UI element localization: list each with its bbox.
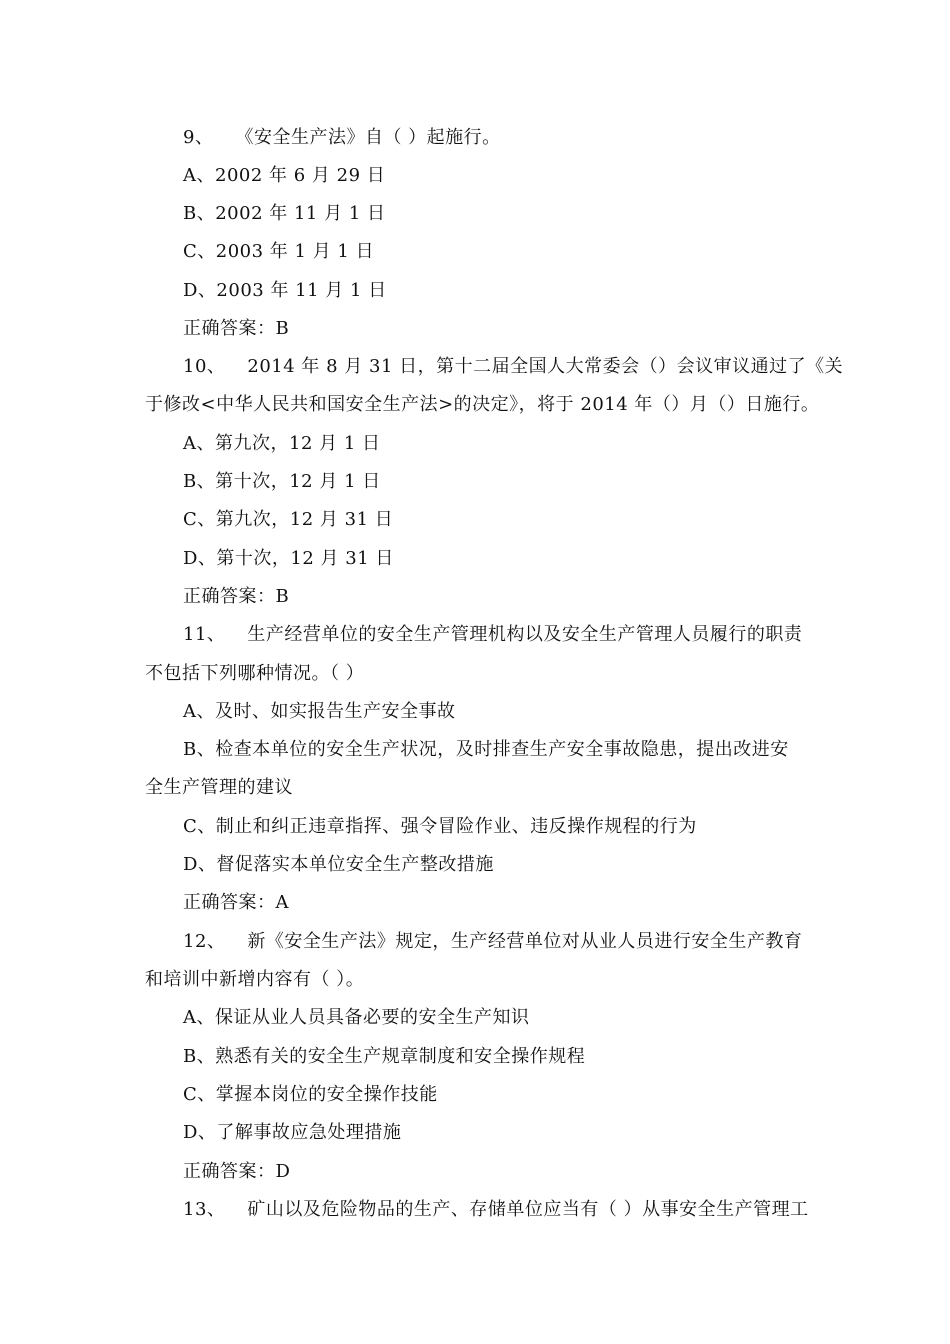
option-a: A、及时、如实报告生产安全事故 [183, 701, 456, 722]
question-text-continued: 和培训中新增内容有（ ）。 [145, 969, 365, 990]
question-number: 10、 [183, 356, 226, 377]
option-a: A、2002 年 6 月 29 日 [183, 165, 386, 186]
question-text: 新《安全生产法》规定，生产经营单位对从业人员进行安全生产教育 [247, 931, 803, 952]
question-text: 《安全生产法》自（ ）起施行。 [235, 127, 501, 148]
question-text: 矿山以及危险物品的生产、存储单位应当有（ ）从事安全生产管理工 [247, 1199, 809, 1220]
option-c: C、掌握本岗位的安全操作技能 [183, 1084, 438, 1105]
question-text-continued: 不包括下列哪种情况。（ ） [145, 663, 365, 684]
question-number: 12、 [183, 931, 226, 952]
option-b: B、2002 年 11 月 1 日 [183, 203, 386, 224]
option-c: C、第九次，12 月 31 日 [183, 509, 394, 530]
option-d: D、第十次，12 月 31 日 [183, 548, 394, 569]
question-12-stem [183, 930, 802, 954]
option-b-continued: 全生产管理的建议 [145, 777, 293, 798]
option-d: D、了解事故应急处理措施 [183, 1122, 402, 1143]
question-text: 生产经营单位的安全生产管理机构以及安全生产管理人员履行的职责 [247, 624, 803, 645]
option-c: C、2003 年 1 月 1 日 [183, 241, 375, 262]
option-d: D、督促落实本单位安全生产整改措施 [183, 854, 494, 875]
answer-line: 正确答案：A [183, 892, 289, 913]
answer-line: 正确答案：B [183, 586, 290, 607]
question-text-continued: 于修改<中华人民共和国安全生产法>的决定》，将于 2014 年（）月（）日施行。 [145, 394, 820, 415]
option-a: A、第九次，12 月 1 日 [183, 433, 381, 454]
question-11-stem [183, 623, 802, 647]
option-c: C、制止和纠正违章指挥、强令冒险作业、违反操作规程的行为 [183, 816, 697, 837]
question-number: 13、 [183, 1199, 226, 1220]
question-number: 11、 [183, 624, 226, 645]
question-13-stem [183, 1198, 809, 1222]
question-9-stem [183, 126, 501, 150]
option-a: A、保证从业人员具备必要的安全生产知识 [183, 1007, 530, 1028]
answer-line: 正确答案：B [183, 318, 290, 339]
question-10-stem [183, 355, 843, 379]
option-b: B、熟悉有关的安全生产规章制度和安全操作规程 [183, 1046, 586, 1067]
question-number: 9、 [183, 127, 214, 148]
option-b: B、检查本单位的安全生产状况，及时排查生产安全事故隐患，提出改进安 [183, 739, 789, 760]
option-b: B、第十次，12 月 1 日 [183, 471, 381, 492]
question-text: 2014 年 8 月 31 日，第十二届全国人大常委会（）会议审议通过了《关 [247, 356, 844, 377]
answer-line: 正确答案：D [183, 1161, 291, 1182]
option-d: D、2003 年 11 月 1 日 [183, 280, 387, 301]
